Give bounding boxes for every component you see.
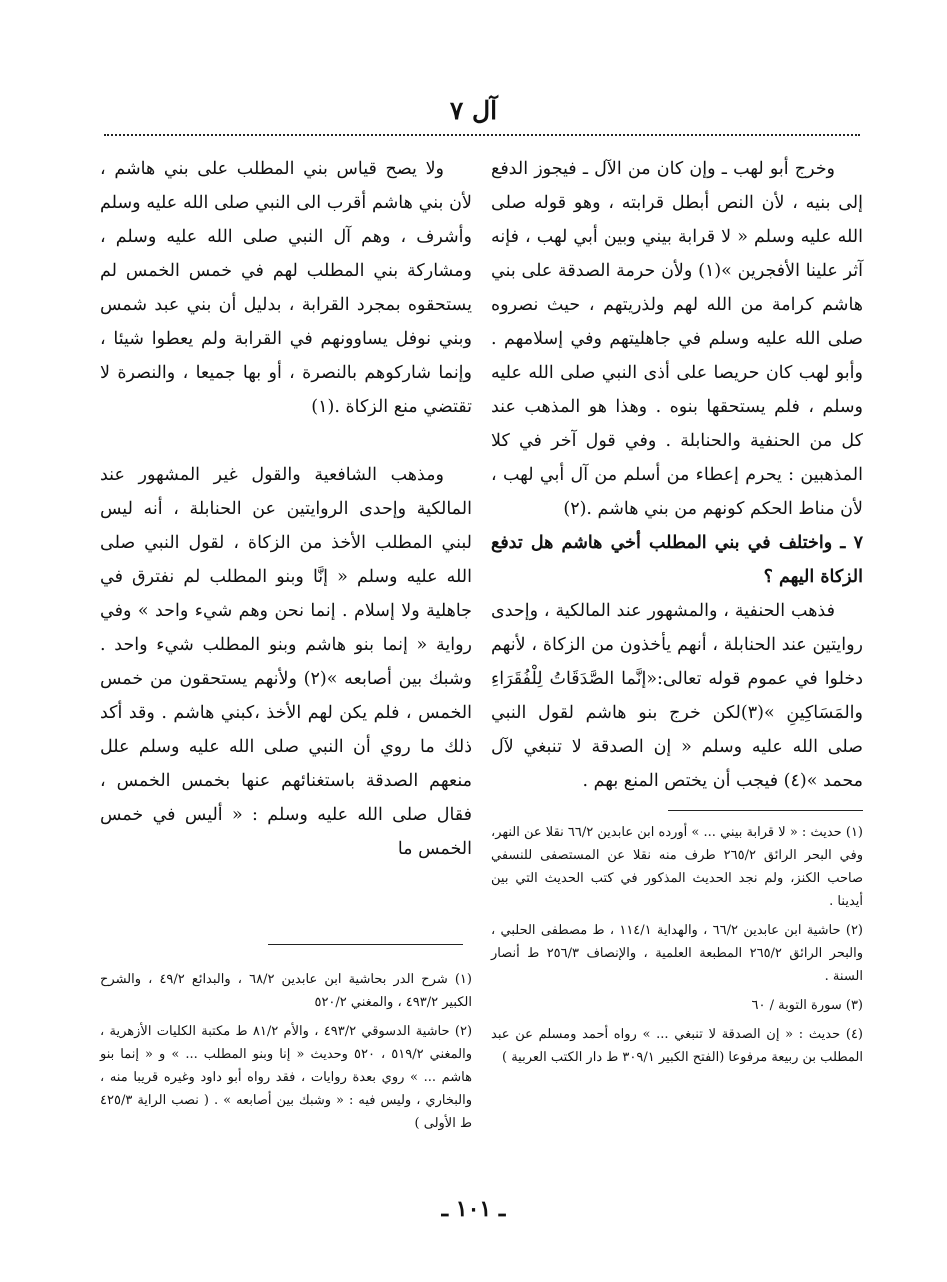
left-column-body [100,152,472,866]
left-column [100,152,472,866]
footnote: (٣) سورة التوبة / ٦٠ [751,998,863,1013]
footnote: (٤) حديث : « إن الصدقة لا تنبغي ... » رواه أحمد ومسلم عن عبد المطلب بن ربيعة مرفوعا (الفتح الكبير ٣٠٩/١ ط دار الكتب العربية ) [491,1027,863,1065]
header-dotted-rule [104,134,860,136]
section-heading-7: ٧ ـ واختلف في بني المطلب أخي هاشم هل تدفع الزكاة اليهم ؟ [491,533,863,587]
paragraph: ومذهب الشافعية والقول غير المشهور عند المالكية وإحدى الروايتين عن الحنابلة ، أنه ليس لبني المطلب الأخذ من الزكاة ، لقول النبي صلى الله عليه وسلم « إنَّا وبنو المطلب لم نفترق في جاهلية ولا إسلام . إنما نحن وهم شيء واحد » وفي رواية « إنما بنو هاشم وبنو المطلب شيء واحد . وشبك بين أصابعه »(٢) ولأنهم يستحقون من خمس الخمس ، فلم يكن لهم الأخذ ،كبني هاشم . وقد أكد ذلك ما روي أن النبي صلى الله عليه وسلم علل منعهم الصدقة باستغنائهم عنها بخمس الخمس ، فقال صلى الله عليه وسلم : « أليس في خمس الخمس ما [100,465,472,859]
footnote: (١) حديث : « لا قرابة بيني ... » أورده ابن عابدين ٦٦/٢ نقلا عن النهر، وفي البحر الرائق ٢٦٥/٢ طرف منه نقلا عن المستصفى للنسفي صاحب الكنز، ولم نجد الحديث المذكور في كتب الحديث التي بين أيدينا . [491,825,863,909]
left-column-footnotes [100,968,472,1141]
footnote: (٢) حاشية ابن عابدين ٦٦/٢ ، والهداية ١١٤/١ ، ط مصطفى الحلبي ، والبحر الرائق ٢٦٥/٢ المطبعة العلمية ، والإنصاف ٢٥٦/٣ ط أنصار السنة . [491,923,863,984]
page-number: ـ ١٠١ ـ [441,1196,506,1222]
right-column [491,152,863,1075]
footnote-separator [668,810,863,811]
paragraph-gap [100,424,472,458]
footnote: (٢) حاشية الدسوقي ٤٩٣/٢ ، والأم ٨١/٢ ط مكتبة الكليات الأزهرية ، والمغني ٥١٩/٢ ، ٥٢٠ وحديث « إنا وبنو المطلب ... » و « إنما بنو هاشم ... » روي بعدة روايات ، فقد رواه أبو داود وغيره قريبا منه ، والبخاري ، وليس فيه : « وشبك بين أصابعه » . ( نصب الراية ٤٢٥/٣ ط الأولى ) [100,1024,473,1131]
right-column-body [491,152,863,798]
paragraph: فذهب الحنفية ، والمشهور عند المالكية ، وإحدى روايتين عند الحنابلة ، أنهم يأخذون من الزكاة ، لأنهم دخلوا في عموم قوله تعالى:«إنَّما الصَّدَقَاتُ لِلْفُقَرَاءِ والمَسَاكِينِ »(٣)لكن خرج بنو هاشم لقول النبي صلى الله عليه وسلم « إن الصدقة لا تنبغي لآل محمد »(٤) فيجب أن يختص المنع بهم . [491,601,863,791]
footnote: (١) شرح الدر بحاشية ابن عابدين ٦٨/٢ ، والبدائع ٤٩/٢ ، والشرح الكبير ٤٩٣/٢ ، والمغني ٥٢٠/٢ [100,972,472,1010]
paragraph: وخرج أبو لهب ـ وإن كان من الآل ـ فيجوز الدفع إلى بنيه ، لأن النص أبطل قرابته ، وهو قوله صلى الله عليه وسلم « لا قرابة بيني وبين أبي لهب ، فإنه آثر علينا الأفجرين »(١) ولأن حرمة الصدقة على بني هاشم كرامة من الله لهم ولذريتهم ، حيث نصروه صلى الله عليه وسلم في جاهليتهم وفي إسلامهم . وأبو لهب كان حريصا على أذى النبي صلى الله عليه وسلم ، فلم يستحقها بنوه . وهذا هو المذهب عند كل من الحنفية والحنابلة . وفي قول آخر في كلا المذهبين : يحرم إعطاء من أسلم من آل أبي لهب ، لأن مناط الحكم كونهم من بني هاشم .(٢) [491,159,863,519]
page-header-title: آل ٧ [449,96,498,125]
paragraph: ولا يصح قياس بني المطلب على بني هاشم ، لأن بني هاشم أقرب الى النبي صلى الله عليه وسلم وأشرف ، وهم آل النبي صلى الله عليه وسلم ، ومشاركة بني المطلب لهم في خمس الخمس لم يستحقوه بمجرد القرابة ، بدليل أن بني عبد شمس وبني نوفل يساوونهم في القرابة ولم يعطوا شيئا ، وإنما شاركوهم بالنصرة ، أو بها جميعا ، والنصرة لا تقتضي منع الزكاة .(١) [100,159,472,417]
right-column-footnotes [491,821,863,1069]
footnote-separator [268,944,463,945]
